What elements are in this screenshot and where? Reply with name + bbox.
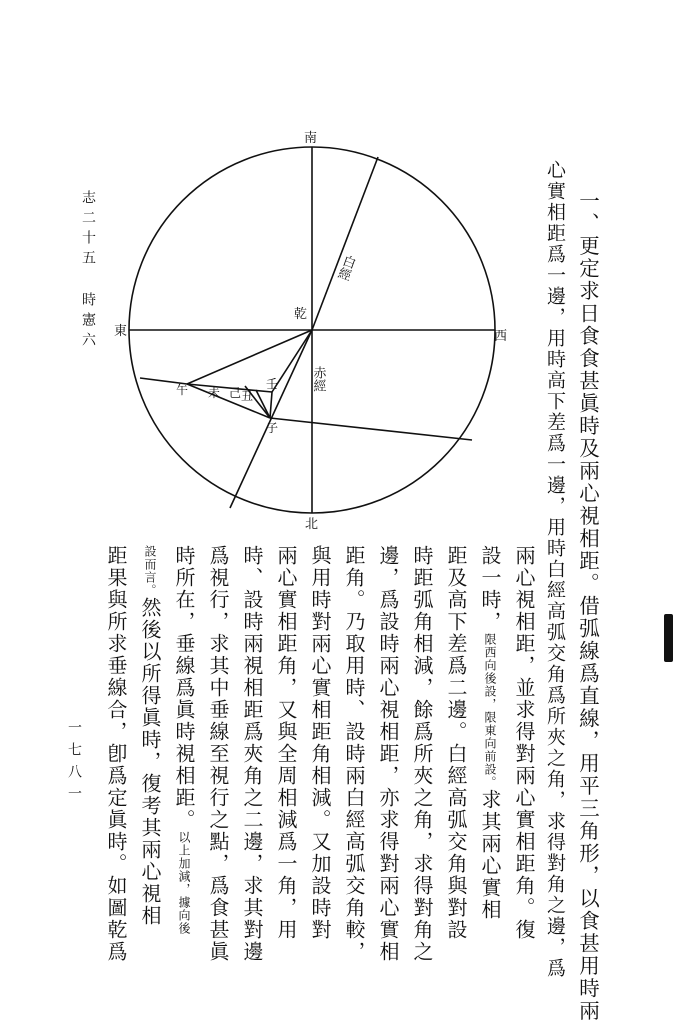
label-wu: 午 [176,383,189,397]
text-column-1: 一、更定求日食食甚眞時及兩心視相距。借弧線爲直線，用平三角形，以食甚用時兩 [575,190,600,1023]
label-south: 南 [304,131,318,146]
text-column-5: 距及高下差爲二邊。白經高弧交角與對設 [444,545,468,941]
text-column-13-main: 時所在，垂線爲眞時視相距。 [172,545,196,831]
text-column-7: 邊，爲設時兩心視相距，亦求得對兩心實相 [376,545,400,963]
label-north: 北 [305,517,319,532]
volume-header: 志二十五 [80,190,96,270]
label-zi: 子 [266,421,279,435]
label-bai-jing: 白經 [333,252,357,282]
text-column-10: 兩心實相距角，又與全周相減爲一角，用 [274,545,298,941]
text-column-4-main-a: 設一時， [478,545,502,633]
text-column-13 [174,545,194,935]
text-column-8: 距角。乃取用時、設時兩白經高弧交角較， [342,545,366,963]
text-column-13-note: 以上加減，據向後 [177,831,191,935]
section-header: 時憲六 [80,292,96,352]
label-ji: 己 [229,386,242,400]
text-column-14-note: 設而言。 [143,545,157,597]
bai-jing-line [312,157,378,330]
label-chou: 丑 [241,389,254,403]
label-west: 西 [494,329,508,344]
label-chi-jing: 赤經 [310,366,326,392]
text-column-3: 兩心視相距，並求得對兩心實相距角。復 [512,545,536,941]
text-column-4 [480,545,500,921]
text-column-15: 距果與所求垂線合，卽爲定眞時。如圖乾爲 [104,545,128,963]
text-column-6: 時距弧角相減，餘爲所夾之角，求得對角之 [410,545,434,963]
page-edge-mark [664,614,673,662]
label-wei: 未 [208,386,221,400]
text-column-11: 時、設時兩視相距爲夾角之二邊，求其對邊 [240,545,264,963]
line-qian-wu [187,330,312,384]
text-column-14-main: 然後以所得眞時，復考其兩心視相 [138,597,162,927]
text-column-9: 與用時對兩心實相距角相減。又加設時對 [308,545,332,941]
line-ren-zi [270,392,272,418]
text-column-4-main-b: 求其兩心實相 [478,789,502,921]
label-qian: 乾 [294,307,308,322]
label-ren: 壬 [266,377,279,391]
text-column-4-note: 限西向後設，限東向前設。 [483,633,497,789]
chi-jing-line [230,330,312,508]
line-zi-outer [270,418,472,440]
text-column-2: 心實相距爲一邊，用時高下差爲一邊，用時白經高弧交角爲所夾之角，求得對角之邊，爲 [544,160,566,979]
text-column-12: 爲視行，求其中垂線至視行之點，爲食甚眞 [206,545,230,963]
text-column-14 [140,545,160,927]
label-east: 東 [114,324,128,339]
page-number: 一七八一 [66,720,82,808]
